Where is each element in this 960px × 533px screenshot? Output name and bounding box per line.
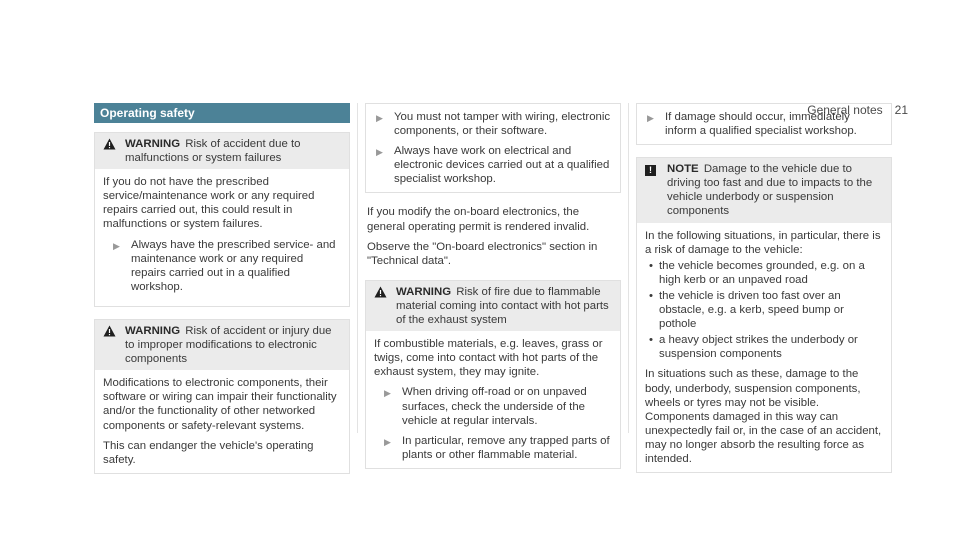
notice-paragraph: In the following situations, in particular, there is a risk of damage to the vehicle: [645,229,881,256]
step-item [637,110,883,138]
warning-header [95,133,349,169]
step-arrow-icon: ▶ [376,147,383,158]
notice-body [637,223,891,473]
step-arrow-icon: ▶ [384,436,391,447]
notice-exclamation-icon: ! [645,162,659,218]
list-item: • the vehicle becomes grounded, e.g. on a high kerb or an unpaved road [645,259,883,287]
paragraph: If you modify the on-board electronics, the general operating permit is rendered invalid. [367,206,590,233]
warning-label: WARNING [125,324,181,337]
page-number: 21 [894,103,908,117]
warning-body [95,370,349,473]
notice-message: Damage to the vehicle due to driving too fast and due to impacts to the vehicle underbody or suspension components [667,163,873,218]
step-item [366,144,612,186]
step-item [366,110,612,138]
warning-paragraph: If combustible materials, e.g. leaves, grass or twigs, come into contact with hot parts of the exhaust system, they may ignite. [374,338,603,379]
warning-text [125,324,341,366]
paragraph: Observe the "On-board electronics" section in "Technical data". [367,240,598,267]
warning-box [365,280,621,469]
step-text: In particular, remove any trapped parts of plants or other flammable material. [402,434,610,461]
warning-paragraph: If you do not have the prescribed service/maintenance work or any required repairs carried out, this could result in malfunctions or system failures. [103,176,315,231]
bullet-list [645,259,883,362]
notice-header [637,158,891,222]
step-arrow-icon: ▶ [647,113,654,123]
list-item: • the vehicle is driven too fast over an obstacle, e.g. a kerb, speed bump or pothole [645,289,883,331]
steps-box [365,103,621,193]
step-text: When driving off-road or on unpaved surfaces, check the underside of the vehicle at regular intervals. [402,386,587,427]
header-title: General notes [807,103,883,117]
warning-message: Risk of fire due to flammable material coming into contact with hot parts of the exhaust system [396,285,609,327]
step-arrow-icon: ▶ [113,240,120,251]
warning-triangle-icon [103,324,117,366]
step-text: Always have work on electrical and electronic devices carried out at a qualified specialist workshop. [394,145,610,186]
warning-header [366,281,620,331]
notice-paragraph: In situations such as these, damage to the body, underbody, suspension components, wheels or tyres may not be visible. Components damaged in this way can unexpectedly fail or, in the case of an accident, may no longer absorb the resulting force as intended. [645,368,882,465]
warning-text [396,285,612,327]
warning-text [125,137,341,165]
column-3 [636,103,892,485]
steps-box [636,103,892,145]
notice-box [636,157,892,473]
warning-box [94,132,350,307]
warning-label: WARNING [396,285,452,298]
step-text: You must not tamper with wiring, electronic components, or their software. [394,111,611,138]
warning-paragraph: Modifications to electronic components, their software or wiring can impair their functionality and/or the functionality of other networked components or safety-relevant systems. [103,377,337,432]
warning-message: Risk of accident due to malfunctions or system failures [125,138,301,165]
step-item [103,238,341,294]
warning-body [95,169,349,306]
warning-triangle-icon [374,285,388,327]
column-divider [628,103,629,433]
notice-label: NOTE [667,163,699,176]
warning-header [95,320,349,370]
section-title: Operating safety [94,103,350,123]
step-text: Always have the prescribed service- and maintenance work or any required repairs carried out in a qualified workshop. [131,238,336,293]
step-item [374,385,612,427]
warning-message: Risk of accident or injury due to improper modifications to electronic components [125,324,332,366]
step-arrow-icon: ▶ [384,388,391,399]
warning-label: WARNING [125,138,181,150]
list-item: • a heavy object strikes the underbody or suspension components [645,333,883,361]
step-text: If damage should occur, immediately inform a qualified specialist workshop. [665,111,857,138]
column-2 [365,103,621,481]
warning-triangle-icon [103,137,117,165]
notice-text [667,162,883,218]
step-arrow-icon: ▶ [376,113,383,123]
warning-body [366,331,620,468]
warning-box [94,319,350,474]
warning-paragraph: This can endanger the vehicle's operating safety. [103,439,314,466]
column-divider [357,103,358,433]
column-1 [94,103,350,486]
step-item [374,434,612,462]
